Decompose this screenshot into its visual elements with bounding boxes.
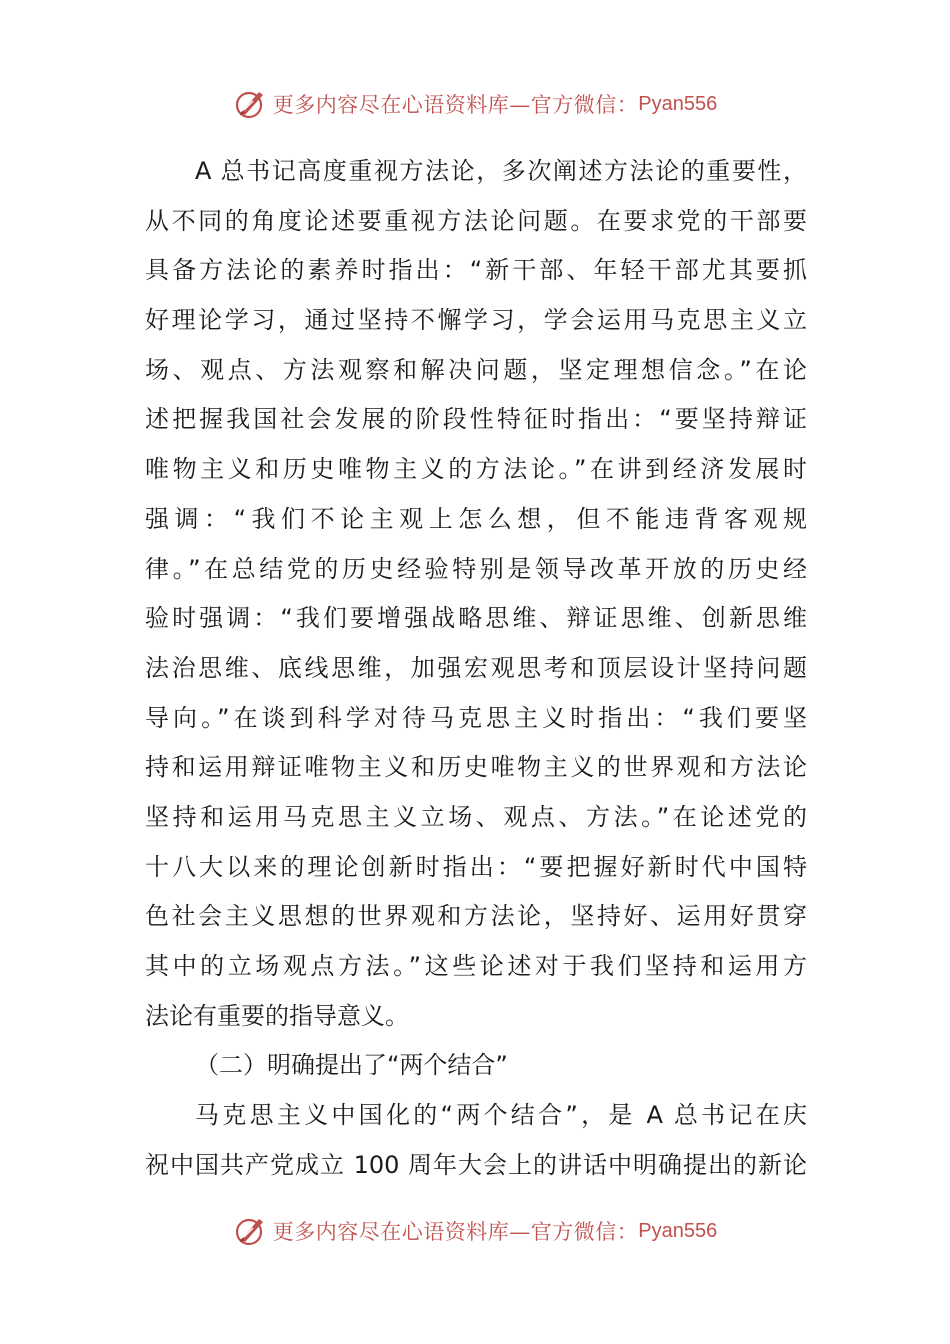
text-line: 十八大以来的理论创新时指出：“要把握好新时代中国特 (145, 852, 807, 881)
text-line: 具备方法论的素养时指出：“新干部、年轻干部尤其要抓 (145, 256, 807, 285)
text-line: 持和运用辩证唯物主义和历史唯物主义的世界观和方法论 (145, 753, 807, 782)
text-line: 坚持和运用马克思主义立场、观点、方法。”在论述党的 (145, 802, 807, 831)
watermark-wechat-id: Pyan556 (638, 1219, 718, 1242)
text-line: 场、观点、方法观察和解决问题，坚定理想信念。”在论 (145, 355, 807, 384)
watermark-footer (0, 1211, 950, 1251)
text-line: 色社会主义思想的世界观和方法论，坚持好、运用好贯穿 (145, 902, 807, 931)
text-line: 法治思维、底线思维，加强宏观思考和顶层设计坚持问题 (145, 653, 807, 682)
quill-logo-icon (233, 1213, 269, 1249)
watermark-wechat-id: Pyan556 (638, 92, 718, 115)
text-line: 导向。”在谈到科学对待马克思主义时指出：“我们要坚 (145, 703, 807, 732)
watermark-text: 更多内容尽在心语资料库—官方微信： (272, 1220, 639, 1244)
text-line: 验时强调：“我们要增强战略思维、辩证思维、创新思维 (145, 604, 807, 633)
text-line: A 总书记高度重视方法论，多次阐述方法论的重要性， (195, 157, 807, 185)
text-line: 法论有重要的指导意义。 (145, 1001, 409, 1030)
text-line: 律。”在总结党的历史经验特别是领导改革开放的历史经 (145, 554, 807, 583)
text-line: 祝中国共产党成立 100 周年大会上的讲话中明确提出的新论 (145, 1150, 807, 1179)
text-line: 马克思主义中国化的“两个结合”，是 A 总书记在庆 (195, 1101, 807, 1130)
text-line: 从不同的角度论述要重视方法论问题。在要求党的干部要 (145, 206, 807, 235)
quill-logo-icon (233, 86, 269, 122)
text-line: 好理论学习，通过坚持不懈学习，学会运用马克思主义立 (145, 306, 807, 335)
watermark-text: 更多内容尽在心语资料库—官方微信： (272, 93, 639, 117)
text-line: 强调：“我们不论主观上怎么想，但不能违背客观规 (145, 504, 807, 533)
section-heading: （二）明确提出了“两个结合” (195, 1051, 508, 1080)
document-body (145, 147, 807, 1190)
text-line: 唯物主义和历史唯物主义的方法论。”在讲到经济发展时 (145, 455, 807, 484)
text-line: 其中的立场观点方法。”这些论述对于我们坚持和运用方 (145, 952, 807, 980)
text-line: 述把握我国社会发展的阶段性特征时指出：“要坚持辩证 (145, 405, 807, 434)
watermark-header (0, 84, 950, 124)
